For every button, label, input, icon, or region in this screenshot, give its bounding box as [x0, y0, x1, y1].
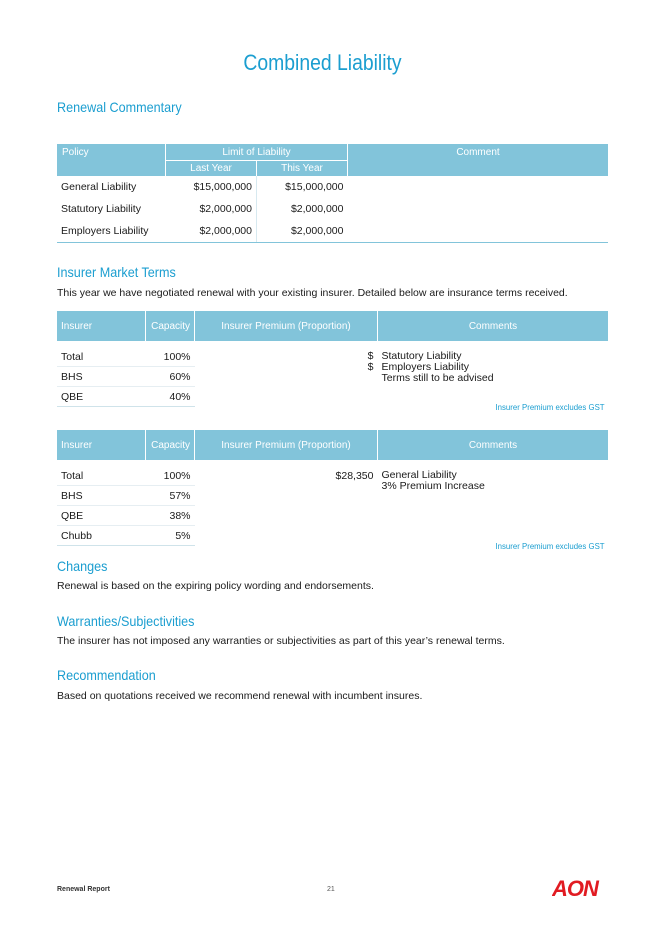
limit-column-header: Limit of Liability — [166, 144, 348, 161]
premium-line: $ — [367, 361, 374, 373]
renewal-table — [57, 144, 608, 243]
gst-note: Insurer Premium excludes GST — [495, 541, 605, 551]
comments-column-header: Comments — [378, 311, 609, 341]
warranties-heading: Warranties/Subjectivities — [57, 613, 195, 629]
capacity-column-header: Capacity — [146, 430, 195, 460]
policy-cell: Statutory Liability — [61, 203, 141, 215]
renewal-commentary-heading: Renewal Commentary — [57, 99, 182, 115]
this-year-column-header: This Year — [257, 161, 348, 177]
insurer-cell: BHS — [57, 367, 146, 387]
capacity-cell: 100% — [146, 347, 195, 367]
insurer-cell: Chubb — [57, 526, 146, 546]
comment-cell — [348, 176, 609, 198]
comments-cell — [378, 347, 609, 407]
comment-line: Employers Liability — [381, 361, 470, 373]
footer-report-name: Renewal Report — [57, 886, 110, 893]
warranties-text: The insurer has not imposed any warranties or subjectivities as part of this year’s renewal terms. — [57, 635, 505, 647]
market-terms-table-1 — [57, 311, 608, 407]
recommendation-heading: Recommendation — [57, 667, 156, 683]
comment-line: Statutory Liability — [381, 350, 462, 362]
table-row — [57, 198, 608, 220]
insurer-cell: QBE — [57, 387, 146, 407]
this-year-cell: $2,000,000 — [290, 203, 344, 215]
insurer-cell: Total — [57, 347, 146, 367]
this-year-cell: $2,000,000 — [257, 220, 348, 243]
svg-text:AON: AON — [552, 876, 598, 900]
capacity-cell: 5% — [146, 526, 195, 546]
table-row — [57, 220, 608, 243]
insurer-cell: QBE — [57, 506, 146, 526]
comment-line: General Liability — [381, 469, 457, 481]
comment-column-header: Comment — [348, 144, 609, 176]
capacity-column-header: Capacity — [146, 311, 195, 341]
recommendation-text: Based on quotations received we recommend renewal with incumbent insures. — [57, 690, 423, 702]
capacity-cell: 60% — [146, 367, 195, 387]
table-row — [57, 176, 608, 198]
premium-cell — [195, 347, 378, 407]
comment-cell — [348, 198, 609, 220]
last-year-cell: $2,000,000 — [166, 198, 257, 220]
insurer-cell: BHS — [57, 486, 146, 506]
changes-text: Renewal is based on the expiring policy wording and endorsements. — [57, 580, 374, 592]
comment-cell — [348, 220, 609, 243]
policy-cell: Employers Liability — [57, 220, 166, 243]
insurer-column-header: Insurer — [57, 430, 146, 460]
premium-line: $ — [367, 350, 374, 362]
market-terms-table-2 — [57, 430, 608, 546]
capacity-cell: 40% — [146, 387, 195, 407]
premium-cell: $28,350 — [335, 470, 374, 482]
insurer-cell: Total — [57, 466, 146, 486]
insurer-column-header: Insurer — [57, 311, 146, 341]
table-row — [57, 347, 608, 367]
gst-note: Insurer Premium excludes GST — [495, 402, 605, 412]
capacity-cell: 38% — [146, 506, 195, 526]
comment-line: Terms still to be advised — [381, 372, 494, 384]
premium-column-header: Insurer Premium (Proportion) — [195, 311, 378, 341]
changes-heading: Changes — [57, 558, 108, 574]
page-title: Combined Liability — [243, 50, 402, 75]
comment-line: 3% Premium Increase — [381, 480, 485, 492]
policy-cell: General Liability — [61, 181, 137, 193]
premium-column-header: Insurer Premium (Proportion) — [195, 430, 378, 460]
market-terms-heading: Insurer Market Terms — [57, 264, 176, 280]
market-terms-intro: This year we have negotiated renewal with your existing insurer. Detailed below are insurance terms received. — [57, 287, 568, 299]
this-year-cell: $15,000,000 — [285, 181, 344, 193]
page-number: 21 — [327, 886, 335, 893]
last-year-column-header: Last Year — [166, 161, 257, 177]
last-year-cell: $15,000,000 — [166, 176, 257, 198]
comments-cell — [378, 466, 609, 546]
capacity-cell: 100% — [146, 466, 195, 486]
aon-logo — [552, 876, 608, 903]
comments-column-header: Comments — [378, 430, 609, 460]
table-row — [57, 466, 608, 486]
last-year-cell: $2,000,000 — [166, 220, 257, 243]
capacity-cell: 57% — [146, 486, 195, 506]
policy-column-header: Policy — [57, 144, 166, 176]
